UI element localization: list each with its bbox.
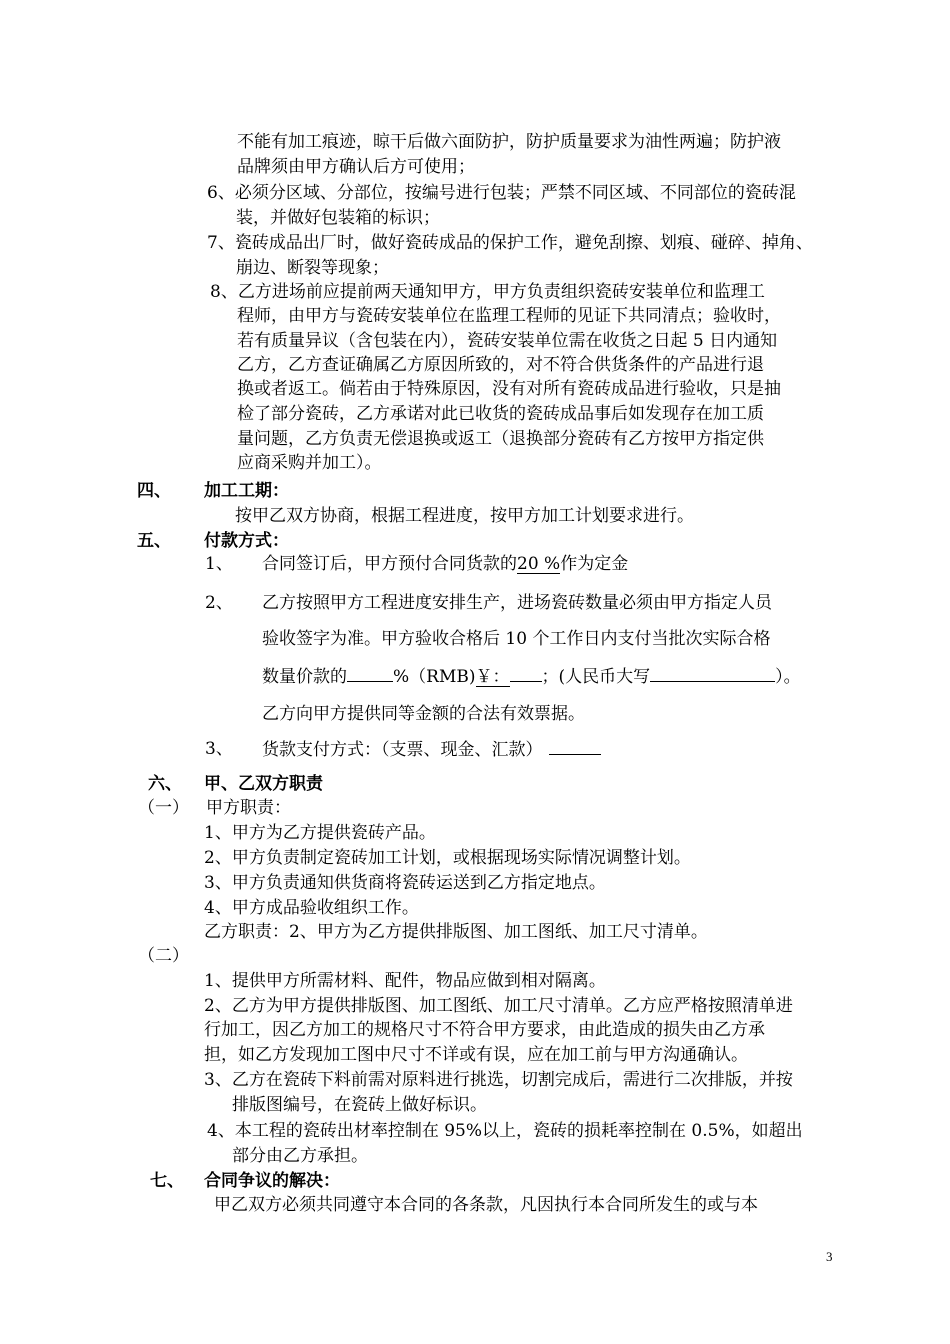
- paragraph-line: 乙方向甲方提供同等金额的合法有效票据。: [262, 704, 585, 724]
- paragraph-line: 崩边、断裂等现象；: [236, 258, 389, 278]
- paragraph-line: 乙方按照甲方工程进度安排生产，进场瓷砖数量必须由甲方指定人员: [262, 593, 772, 613]
- currency-symbol: ￥：: [475, 667, 510, 687]
- list-item: 乙方职责：2、甲方为乙方提供排版图、加工图纸、加工尺寸清单。: [204, 922, 708, 942]
- section-heading: 加工工期：: [204, 481, 289, 501]
- paragraph-line: 4、本工程的瓷砖出材率控制在 95%以上，瓷砖的损耗率控制在 0.5%，如超出: [207, 1121, 803, 1141]
- list-item: 4、甲方成品验收组织工作。: [204, 898, 419, 918]
- payment-line: [262, 665, 801, 688]
- list-item-text: 合同签订后，甲方预付合同货款的: [262, 554, 517, 574]
- deposit-percentage: 20 %: [517, 554, 561, 574]
- list-item-number: 1、: [205, 554, 233, 574]
- paragraph-line: 8、乙方进场前应提前两天通知甲方，甲方负责组织瓷砖安装单位和监理工: [210, 282, 765, 302]
- section-number: 六、: [148, 774, 182, 794]
- list-item: 1、提供甲方所需材料、配件，物品应做到相对隔离。: [204, 971, 606, 991]
- section-number: 七、: [150, 1171, 184, 1191]
- list-item: 1、甲方为乙方提供瓷砖产品。: [204, 823, 436, 843]
- amount-blank: [510, 665, 542, 682]
- list-item-number: 3、: [205, 739, 233, 759]
- list-item-text: ）。: [775, 667, 801, 687]
- section-number: 四、: [137, 481, 171, 501]
- paragraph-line: 2、乙方为甲方提供排版图、加工图纸、加工尺寸清单。乙方应严格按照清单进: [204, 996, 793, 1016]
- section-number: 五、: [137, 531, 171, 551]
- payment-method-blank: [549, 738, 601, 755]
- paragraph-line: 检了部分瓷砖，乙方承诺对此已收货的瓷砖成品事后如发现存在加工质: [237, 404, 764, 424]
- list-item-text: 数量价款的: [262, 667, 347, 687]
- paragraph-line: 6、必须分区域、分部位，按编号进行包装；严禁不同区域、不同部位的瓷砖混: [207, 183, 796, 203]
- section-heading: 甲、乙双方职责: [204, 774, 323, 794]
- paragraph-line: 应商采购并加工）。: [237, 453, 382, 473]
- subsection-number: （二）: [138, 946, 189, 966]
- list-item-text: 货款支付方式：（支票、现金、汇款）: [262, 740, 543, 760]
- paragraph-line: 不能有加工痕迹，晾干后做六面防护，防护质量要求为油性两遍；防护液: [237, 132, 781, 152]
- paragraph-line: 甲乙双方必须共同遵守本合同的各条款，凡因执行本合同所发生的或与本: [214, 1195, 758, 1215]
- subsection-heading: 甲方职责：: [206, 798, 291, 818]
- list-item-text: 作为定金: [560, 554, 629, 574]
- list-item-text: ；(人民币大写: [541, 667, 651, 687]
- paragraph-line: 行加工，因乙方加工的规格尺寸不符合甲方要求，由此造成的损失由乙方承: [204, 1020, 765, 1040]
- list-item: 3、甲方负责通知供货商将瓷砖运送到乙方指定地点。: [204, 873, 606, 893]
- paragraph-line: 验收签字为准。甲方验收合格后 10 个工作日内支付当批次实际合格: [262, 629, 771, 649]
- paragraph-line: 换或者返工。倘若由于特殊原因，没有对所有瓷砖成品进行验收，只是抽: [237, 379, 781, 399]
- list-item: 2、甲方负责制定瓷砖加工计划，或根据现场实际情况调整计划。: [204, 848, 691, 868]
- amount-in-words-blank: [650, 665, 775, 682]
- paragraph-line: 7、瓷砖成品出厂时，做好瓷砖成品的保护工作，避免刮擦、划痕、碰碎、掉角、: [207, 233, 813, 253]
- list-item-number: 2、: [205, 593, 233, 613]
- paragraph-line: 量问题，乙方负责无偿退换或返工（退换部分瓷砖有乙方按甲方指定供: [237, 429, 764, 449]
- subsection-number: （一）: [138, 798, 189, 818]
- paragraph-line: 部分由乙方承担。: [232, 1146, 368, 1166]
- list-item: [262, 738, 601, 761]
- paragraph-line: 程师，由甲方与瓷砖安装单位在监理工程师的见证下共同清点；验收时，: [237, 306, 781, 326]
- section-heading: 付款方式：: [204, 531, 289, 551]
- list-item: [262, 553, 628, 575]
- paragraph-line: 若有质量异议（含包装在内），瓷砖安装单位需在收货之日起 5 日内通知: [237, 331, 778, 351]
- section-heading: 合同争议的解决：: [204, 1171, 340, 1191]
- page-number: 3: [826, 1249, 833, 1264]
- percent-blank: [347, 665, 393, 682]
- paragraph-line: 装，并做好包装箱的标识；: [236, 208, 440, 228]
- paragraph-line: 担，如乙方发现加工图中尺寸不详或有误，应在加工前与甲方沟通确认。: [204, 1045, 748, 1065]
- paragraph-line: 排版图编号，在瓷砖上做好标识。: [232, 1095, 487, 1115]
- paragraph-line: 品牌须由甲方确认后方可使用；: [237, 157, 475, 177]
- paragraph-line: 乙方，乙方查证确属乙方原因所致的，对不符合供货条件的产品进行退: [237, 355, 764, 375]
- paragraph-line: 按甲乙双方协商，根据工程进度，按甲方加工计划要求进行。: [235, 506, 694, 526]
- paragraph-line: 3、乙方在瓷砖下料前需对原料进行挑选，切割完成后，需进行二次排版，并按: [204, 1070, 793, 1090]
- list-item-text: %（RMB): [393, 667, 476, 687]
